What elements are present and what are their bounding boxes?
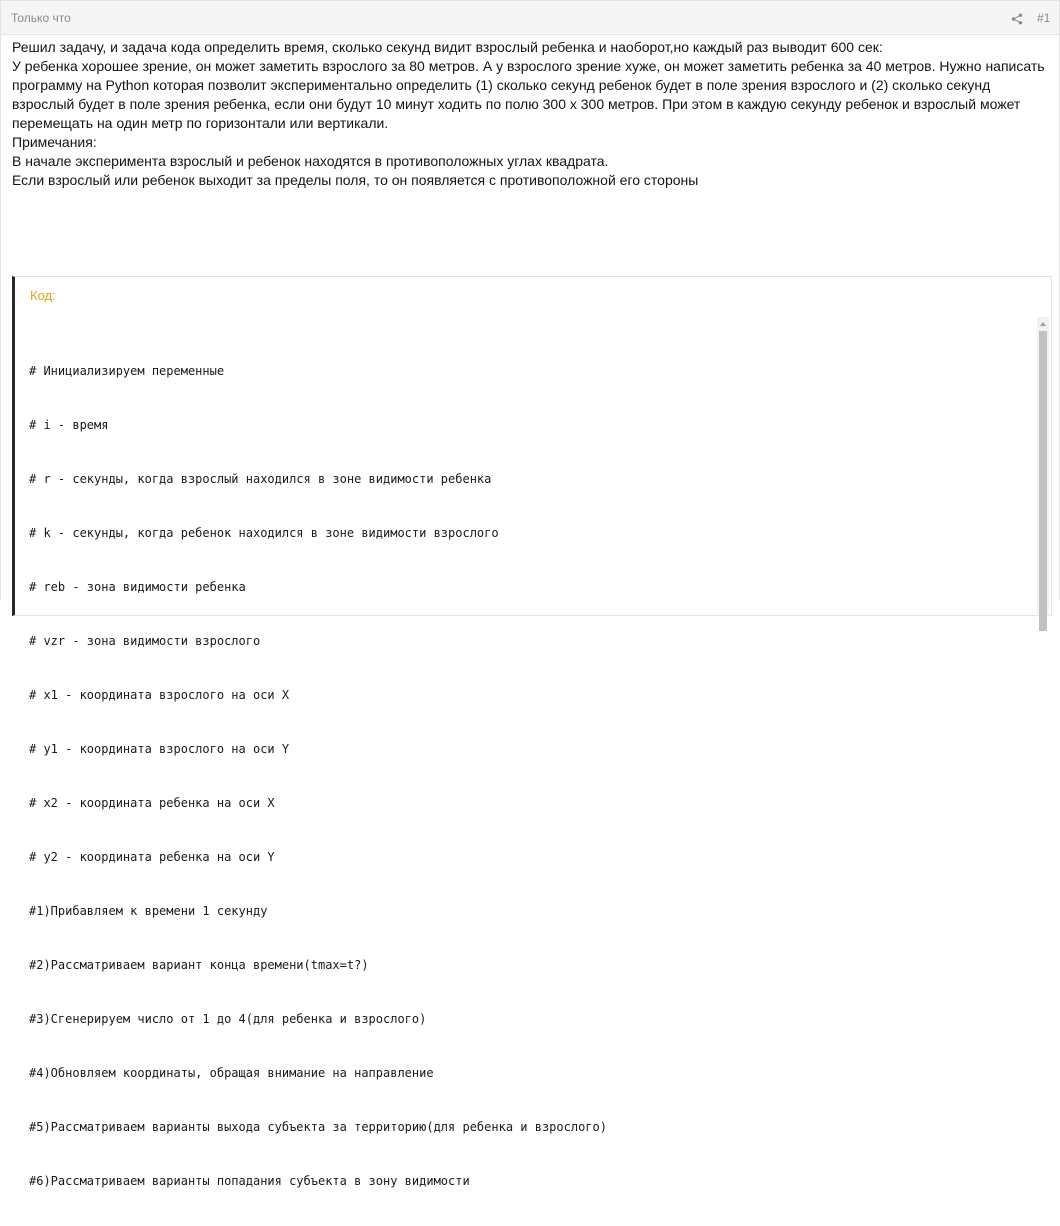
share-icon[interactable] xyxy=(1011,12,1023,24)
code-line: #1)Прибавляем к времени 1 секунду xyxy=(29,904,268,918)
code-line: # vzr - зона видимости взрослого xyxy=(29,634,261,648)
code-line: #2)Рассматриваем вариант конца времени(tmax=t?) xyxy=(29,958,369,972)
code-line: # r - секунды, когда взрослый находился в зоне видимости ребенка xyxy=(29,472,492,486)
code-line: # y1 - координата взрослого на оси Y xyxy=(29,742,290,756)
code-line: # x2 - координата ребенка на оси X xyxy=(29,796,275,810)
post-header xyxy=(1,1,1059,35)
post-number-link[interactable]: #1 xyxy=(1037,11,1051,25)
code-line: #4)Обновляем координаты, обращая внимание на направление xyxy=(29,1066,434,1080)
code-scrollbar[interactable] xyxy=(1037,317,1049,617)
code-line: # x1 - координата взрослого на оси X xyxy=(29,688,290,702)
post-text-line: Примечания: xyxy=(12,134,97,150)
scroll-up-arrow-icon[interactable] xyxy=(1037,317,1049,329)
post-body xyxy=(12,38,1052,190)
code-line: # i - время xyxy=(29,418,109,432)
scrollbar-thumb[interactable] xyxy=(1039,331,1047,631)
code-line: #3)Сгенерируем число от 1 до 4(для ребенка и взрослого) xyxy=(29,1012,427,1026)
code-line: #6)Рассматриваем варианты попадания субъекта в зону видимости xyxy=(29,1174,470,1188)
post-text-line: Решил задачу, и задача кода определить время, сколько секунд видит взрослый ребенка и наоборот,но каждый раз выводит 600 сек: xyxy=(12,39,883,55)
code-block xyxy=(12,276,1052,1188)
code-line: # y2 - координата ребенка на оси Y xyxy=(29,850,275,864)
code-line: # Инициализируем переменные xyxy=(29,364,225,378)
code-content xyxy=(29,326,607,1226)
post-timestamp[interactable]: Только что xyxy=(11,11,71,25)
post-text-line: У ребенка хорошее зрение, он может заметить взрослого за 80 метров. А у взрослого зрение хуже, он может заметить ребенка за 40 метров. Нужно написать программу на Python которая позволит экспериментально определить (1) сколько секунд ребенок будет в поле зрения взрослого и (2) сколько секунд взрослый будет в поле зрения ребенка, если они будут 10 минут ходить по полю 300 x 300 метров. При этом в каждую секунду ребенок и взрослый может перемещать на один метр по горизонтали или вертикали. xyxy=(12,58,1045,131)
code-line: # reb - зона видимости ребенка xyxy=(29,580,246,594)
code-line: #5)Рассматриваем варианты выхода субъекта за территорию(для ребенка и взрослого) xyxy=(29,1120,607,1134)
code-scroll-area[interactable] xyxy=(15,315,1037,1188)
code-label: Код: xyxy=(30,288,56,303)
post-text-line: В начале эксперимента взрослый и ребенок находятся в противоположных углах квадрата. xyxy=(12,153,609,169)
code-line: # k - секунды, когда ребенок находился в зоне видимости взрослого xyxy=(29,526,499,540)
post-text-line: Если взрослый или ребенок выходит за пределы поля, то он появляется с противоположной его стороны xyxy=(12,172,699,188)
